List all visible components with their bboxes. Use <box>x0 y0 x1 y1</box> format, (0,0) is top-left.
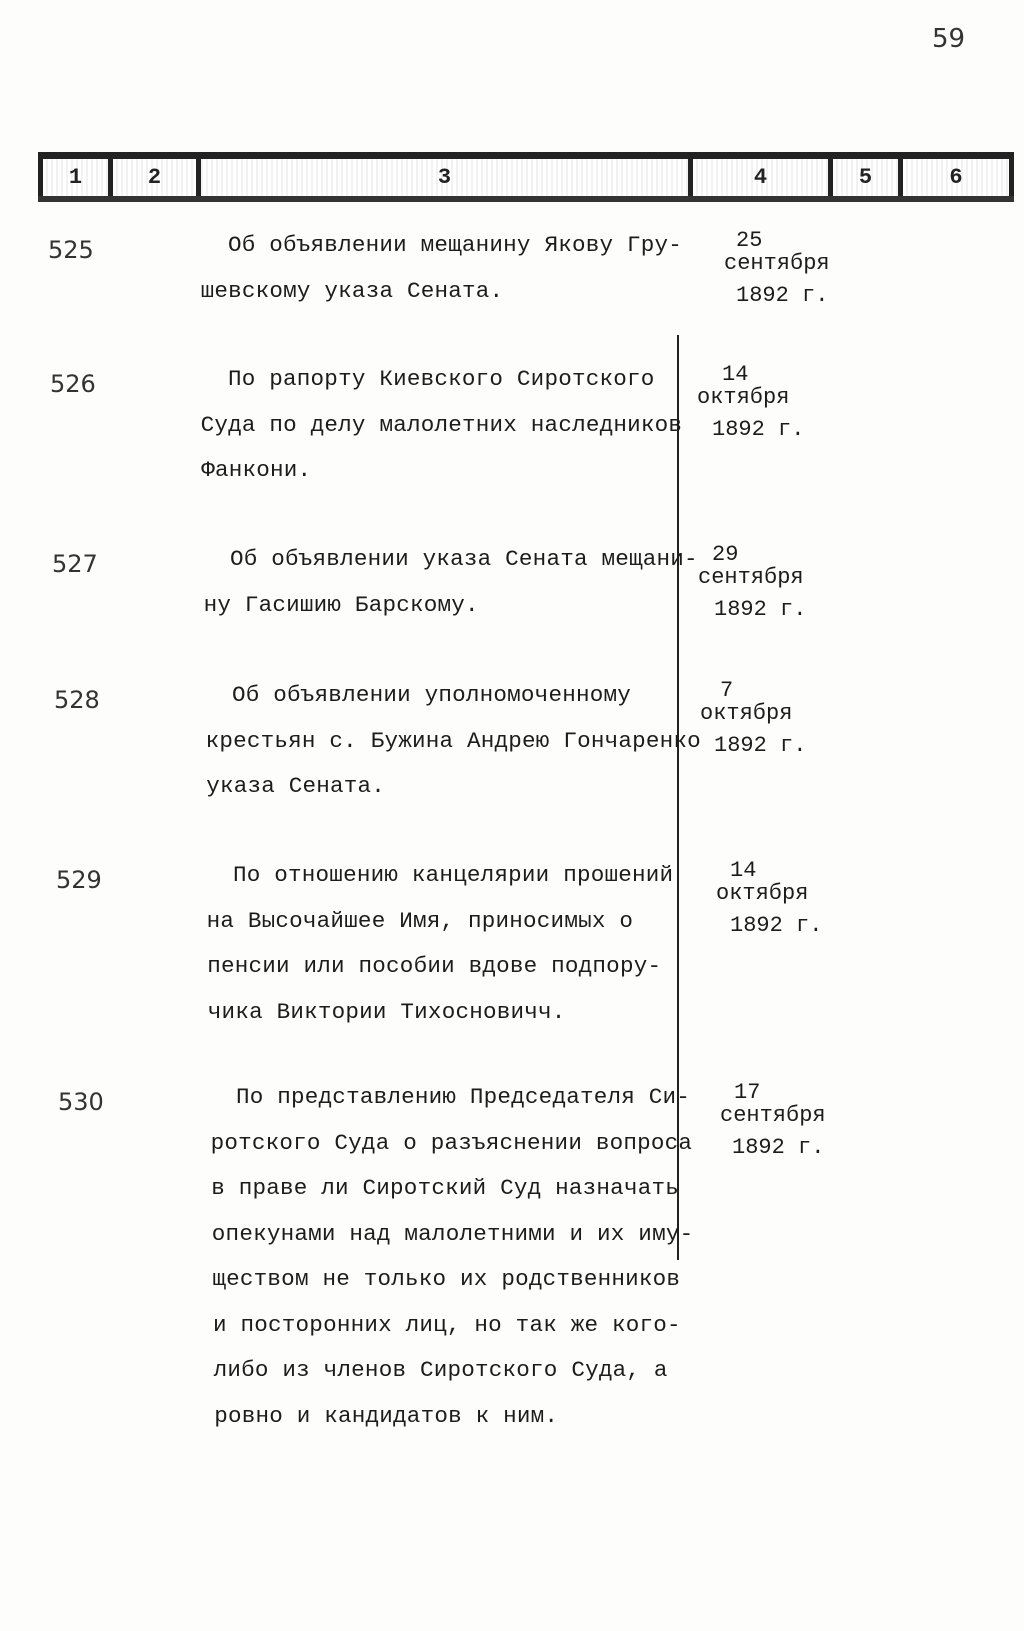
entry-text-line: По представлению Председателя Си- <box>236 1084 691 1110</box>
entry-date-line: октября <box>700 701 793 726</box>
entry-text-line: ровно и кандидатов к ним. <box>214 1402 559 1429</box>
entry-text-line: либо из членов Сиротского Суда, а <box>213 1357 668 1383</box>
entry-text-line: ротского Суда о разъяснении вопроса <box>210 1129 693 1156</box>
entry-number: 529 <box>56 866 102 894</box>
entry-number: 528 <box>54 686 100 714</box>
entry-date-line: 14 <box>722 362 749 387</box>
header-col-5: 5 <box>828 159 898 196</box>
entry-date-line: 1892 г. <box>714 597 807 622</box>
entry-text-line: ществом не только их родственников <box>212 1266 681 1292</box>
entry-text-line: Суда по делу малолетних наследников <box>200 411 683 438</box>
entry-text-line: чика Виктории Тихосновичч. <box>207 998 566 1025</box>
entry-text-line: Об объявлении указа Сената мещани- <box>230 546 698 572</box>
entry-date-line: 7 <box>720 678 734 703</box>
entry-text-line: Об объявлении уполномоченному <box>232 682 631 708</box>
page-number: 59 <box>932 24 966 54</box>
entry-text-line: шевскому указа Сената. <box>200 277 504 304</box>
entry-text-line: в праве ли Сиротский Суд назначать <box>211 1175 679 1201</box>
entry-text-line: и посторонних лиц, но так же кого- <box>213 1311 681 1338</box>
entry-date-line: 1892 г. <box>736 283 829 308</box>
entry-number: 526 <box>50 370 96 398</box>
entry-text-line: указа Сената. <box>206 773 386 799</box>
entry-date-line: 1892 г. <box>732 1135 825 1160</box>
header-col-4: 4 <box>688 159 828 196</box>
entry-date-line: сентября <box>720 1103 826 1128</box>
entry-date-line: 1892 г. <box>714 733 807 758</box>
column-divider <box>677 335 679 1260</box>
header-col-6: 6 <box>898 159 1014 196</box>
entry-date-line: 17 <box>734 1080 761 1105</box>
entry-text-line: ну Гасишию Барскому. <box>203 591 479 618</box>
entry-number: 527 <box>52 550 98 578</box>
entry-text-line: пенсии или пособии вдове подпору- <box>207 953 662 979</box>
header-col-1: 1 <box>38 159 108 196</box>
entry-text-line: По отношению канцелярии прошений <box>233 862 674 888</box>
table-header <box>38 152 1014 202</box>
header-col-2: 2 <box>108 159 196 196</box>
entry-date-line: 14 <box>730 858 757 883</box>
entry-date-line: сентября <box>724 251 830 276</box>
entry-date-line: сентября <box>698 565 804 590</box>
entry-text-line: на Высочайшее Имя, приносимых о <box>206 907 634 934</box>
entry-date-line: 29 <box>712 542 739 567</box>
entry-text-line: Фанкони. <box>201 457 312 483</box>
entry-date-line: 1892 г. <box>730 913 823 938</box>
entry-date-line: 1892 г. <box>712 417 805 442</box>
entry-date-line: октября <box>697 385 790 410</box>
entry-number: 530 <box>58 1088 104 1116</box>
entry-text-line: опекунами над малолетними и их иму- <box>211 1220 694 1247</box>
entry-date-line: 25 <box>736 228 763 253</box>
entry-text-line: По рапорту Киевского Сиротского <box>228 366 655 392</box>
header-col-3: 3 <box>196 159 688 196</box>
entry-text-line: Об объявлении мещанину Якову Гру- <box>228 232 683 258</box>
entry-text-line: крестьян с. Бужина Андрею Гончаренко <box>205 727 701 754</box>
entry-number: 525 <box>48 236 94 264</box>
entry-date-line: октября <box>716 881 809 906</box>
